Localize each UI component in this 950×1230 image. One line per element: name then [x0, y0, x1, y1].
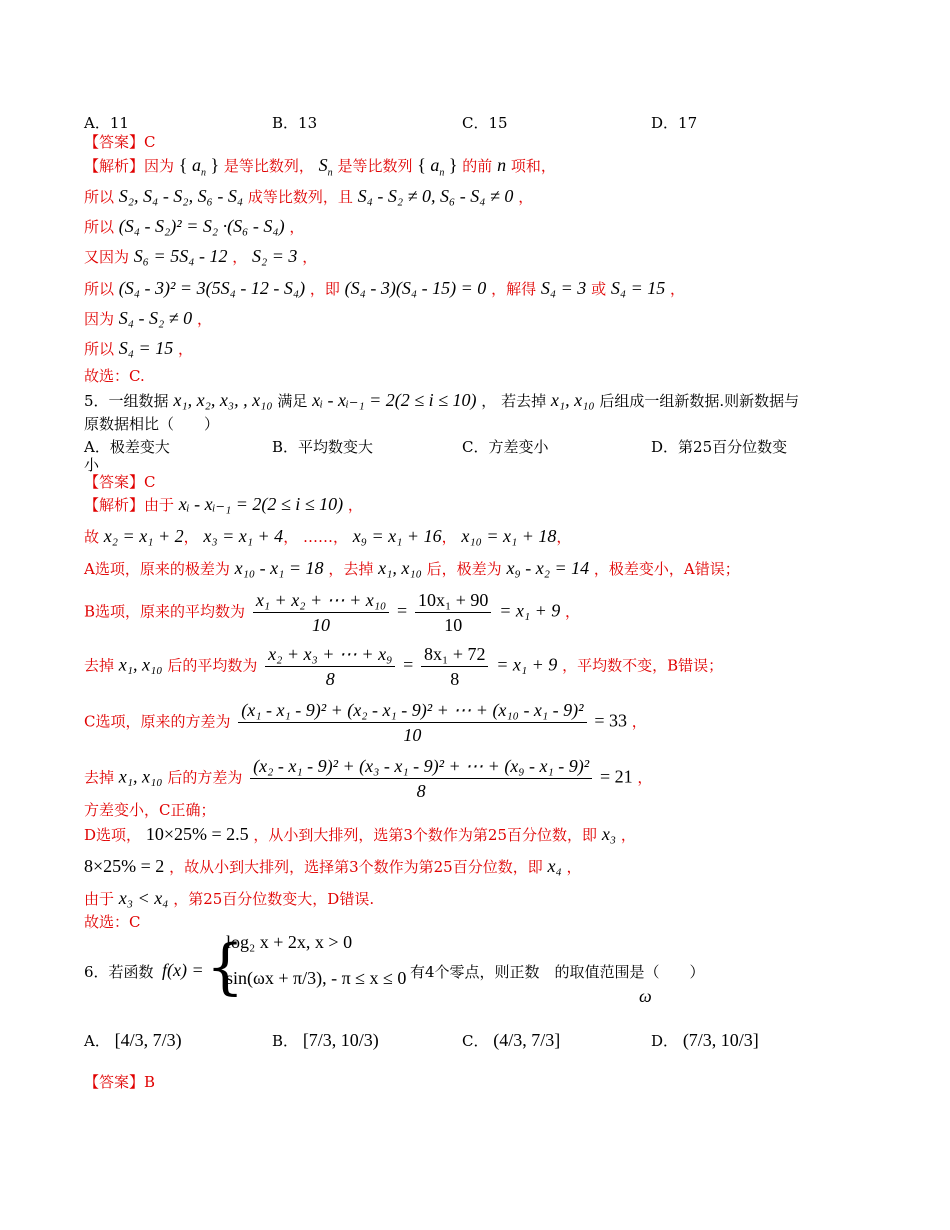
document-page: A．11 B．13 C．15 D．17 【答案】C 【解析】因为 { $a_n$ } 是等比数列， $S_n$ 是等比数列 { $a_n$ } 的前 n 项和， 所以 S₂, S₄ - S₂, S₆ - S₄ 成等比数列，且 S₄ - S₂ ≠ 0, S₆ - S₄ ≠ 0 ， 所以 (S₄ - S₂)² = S₂ ·(S₆ - S₄) ， 又因为 S₆ = 5S₄ - 12 ， S₂ = 3 ， 所以 (S₄ - 3)² = 3(5S₄ - 12 - S₄) ，即 (S₄ - 3)(S₄ - 15) = 0 ，解得 S₄ = 3 或 S₄ = 15 ， 因为 S₄ - S₂ ≠ 0 ， 所以 S₄ = 15 ， 故选：C. 5．一组数据 x₁, x₂, x₃, , x₁₀ 满足 xᵢ - xᵢ₋₁ = 2(2 ≤ i ≤ 10) ， 若去掉 x₁, x₁₀ 后组成一组新数据.则新数据与 原数据相比（ ） A．极差变大 小 B．平均数变大 C．方差变小 D．第25百分位数变 【答案】C 【解析】由于 xᵢ - xᵢ₋₁ = 2(2 ≤ i ≤ 10) ， 故 x₂ = x₁ + 2， x₃ = x₁ + 4， ……， x₉ = x₁ + 16， x₁₀ = x₁ + 18， A选项，原来的极差为 x₁₀ - x₁ = 18 ，去掉 x₁, x₁₀ 后，极差为 x₉ - x₂ = 14 ，极差变小，A错误； B选项，原来的平均数为 $\frac{\text{x₁ + x₂ + ⋯ + x₁₀}}{10}$ = $\frac{\text{10x₁ + 90}}{10}$ = x₁ + 9 ， 去掉 x₁, x₁₀ 后的平均数为 $\frac{\text{x₂ + x₃ + ⋯ + x₉}}{8}$ = $\frac{\text{8x₁ + 72}}{8}$ = x₁ + 9 ，平均数不变，B错误； C选项，原来的方差为 $\frac{\text{(x₁ - x₁ - 9)² + (x₂ - x₁ - 9)² + ⋯ + (x₁₀ - x₁ - 9)²}}{10}$ = 33 ， 去掉 x₁, x₁₀ 后的方差为 $\frac{\text{(x₂ - x₁ - 9)² + (x₃ - x₁ - 9)² + ⋯ + (x₉ - x₁ - 9)²}}{8}$ = 21 ， 方差变小，C正确； D选项， 10×25% = 2.5 ，从小到大排列，选第3个数作为第25百分位数，即 x₃ ， 8×25% = 2 ，故从小到大排列，选择第3个数作为第25百分位数，即 x₄ ， 由于 x₃ < x₄ ，第25百分位数变大，D错误. 故选：C 6．若函数 f(x) = { log₂ x + 2x, x > 0 sin(ωx + π/3), - π ≤ x ≤ 0 有4个零点，则正数 的取值范围是（ ） ω A． [4/3, 7/3) B． [7/3, 10/3) C． (4/3, 7/3] D． (7/3, 10/3] 【答案】B — [84, 114, 800, 1091]
q5-analysis-line-11: 由于 x₃ < x₄ ，第25百分位数变大，D错误. — [84, 888, 375, 908]
q4-answer: 【答案】C — [84, 133, 156, 151]
q5-stem-line-2: 原数据相比（ ） — [84, 415, 220, 433]
q5-analysis-line-9: D选项， 10×25% = 2.5 ，从小到大排列，选第3个数作为第25百分位数，即 x₃ ， — [84, 824, 636, 844]
q6-option-a: A． [4/3, 7/3) — [84, 1030, 182, 1050]
q5-stem-line-1: 5．一组数据 x₁, x₂, x₃, , x₁₀ 满足 xᵢ - xᵢ₋₁ = 2(2 ≤ i ≤ 10) ， 若去掉 x₁, x₁₀ 后组成一组新数据.则新数据与 — [84, 390, 800, 410]
q4-analysis-line-5: 所以 (S₄ - 3)² = 3(5S₄ - 12 - S₄) ，即 (S₄ - 3)(S₄ - 15) = 0 ，解得 S₄ = 3 或 S₄ = 15 ， — [84, 278, 686, 298]
q5-option-c: C．方差变小 — [462, 438, 549, 456]
q5-analysis-line-2: 故 x₂ = x₁ + 2， x₃ = x₁ + 4， ……， x₉ = x₁ + 16， x₁₀ = x₁ + 18， — [84, 526, 572, 546]
q4-analysis-line-4: 又因为 S₆ = 5S₄ - 12 ， S₂ = 3 ， — [84, 246, 318, 266]
q5-analysis-line-8: 方差变小，C正确； — [84, 801, 216, 819]
q4-option-b: B．13 — [272, 114, 318, 132]
q4-option-a: A．11 — [84, 114, 129, 132]
q6-option-b: B． [7/3, 10/3) — [272, 1030, 379, 1050]
q5-option-b: B．平均数变大 — [272, 438, 374, 456]
q6-option-c: C． (4/3, 7/3] — [462, 1030, 561, 1050]
q4-option-d: D．17 — [651, 114, 698, 132]
q5-analysis-line-3: A选项，原来的极差为 x₁₀ - x₁ = 18 ，去掉 x₁, x₁₀ 后，极差为 x₉ - x₂ = 14 ，极差变小，A错误； — [84, 558, 740, 578]
q4-option-c: C．15 — [462, 114, 508, 132]
q5-conclusion: 故选：C — [84, 913, 141, 931]
q4-analysis-line-3: 所以 (S₄ - S₂)² = S₂ ·(S₆ - S₄) ， — [84, 216, 305, 236]
q5-analysis-line-5: 去掉 x₁, x₁₀ 后的平均数为 $\frac{\text{x₂ + x₃ + ⋯ + x₉}}{8}$ = $\frac{\text{8x₁ + 72}}{8}$ = x₁ + 9 ，平均数不变，B错误； — [84, 644, 724, 689]
q5-answer: 【答案】C — [84, 473, 156, 491]
q4-analysis-line-1: 【解析】因为 { $a_n$ } 是等比数列， $S_n$ 是等比数列 { $a_n$ } 的前 n 项和， — [84, 155, 556, 179]
q5-option-d: D．第25百分位数变 — [651, 438, 788, 456]
q5-analysis-line-6: C选项，原来的方差为 $\frac{\text{(x₁ - x₁ - 9)² + (x₂ - x₁ - 9)² + ⋯ + (x₁₀ - x₁ - 9)²}}{10}$ = 33 ， — [84, 700, 647, 745]
q4-analysis-line-2: 所以 S₂, S₄ - S₂, S₆ - S₄ 成等比数列，且 S₄ - S₂ ≠ 0, S₆ - S₄ ≠ 0 ， — [84, 186, 534, 206]
q5-option-a-wrap: 小 — [84, 456, 100, 474]
q5-analysis-line-10: 8×25% = 2 ，故从小到大排列，选择第3个数作为第25百分位数，即 x₄ ， — [84, 856, 582, 876]
q6-answer: 【答案】B — [84, 1073, 156, 1091]
q5-analysis-line-4: B选项，原来的平均数为 $\frac{\text{x₁ + x₂ + ⋯ + x₁₀}}{10}$ = $\frac{\text{10x₁ + 90}}{10}$ = x₁ + 9 ， — [84, 590, 581, 635]
q4-conclusion: 故选：C. — [84, 367, 145, 385]
q6-option-d: D． (7/3, 10/3] — [651, 1030, 759, 1050]
q5-analysis-line-7: 去掉 x₁, x₁₀ 后的方差为 $\frac{\text{(x₂ - x₁ - 9)² + (x₃ - x₁ - 9)² + ⋯ + (x₉ - x₁ - 9)²}}{8}$ = 21 ， — [84, 756, 653, 801]
q4-analysis-line-7: 所以 S₄ = 15 ， — [84, 338, 193, 358]
q5-analysis-line-1: 【解析】由于 xᵢ - xᵢ₋₁ = 2(2 ≤ i ≤ 10) ， — [84, 494, 363, 514]
q4-analysis-line-6: 因为 S₄ - S₂ ≠ 0 ， — [84, 308, 212, 328]
q5-option-a: A．极差变大 — [84, 438, 170, 456]
